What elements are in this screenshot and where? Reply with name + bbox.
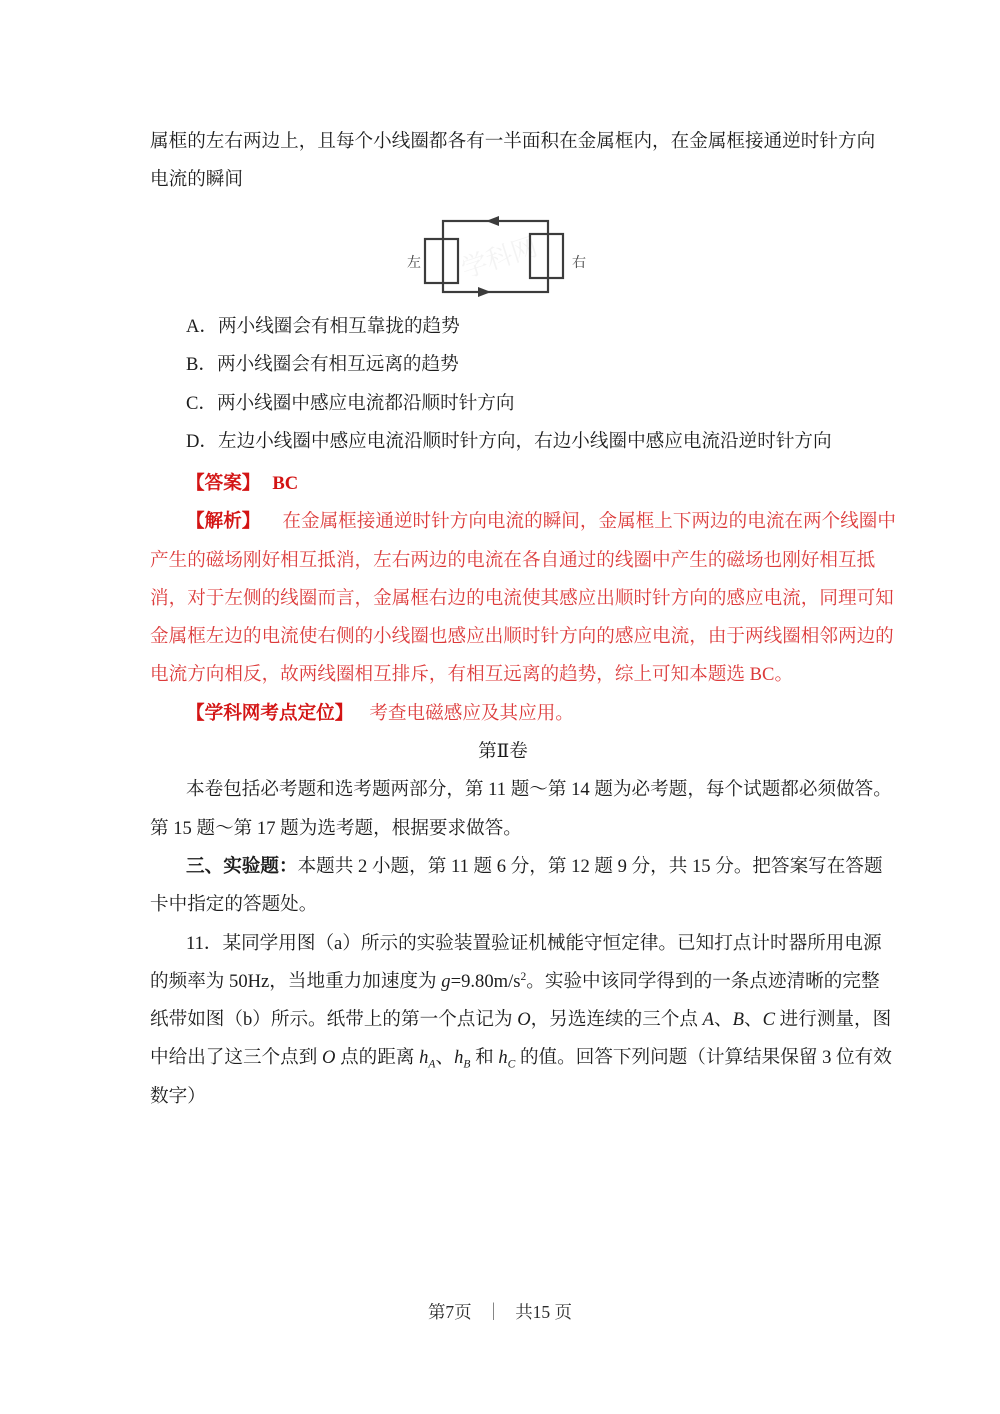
- q11-symbol-o: O: [517, 1009, 531, 1031]
- exam-point-line: [150, 695, 856, 733]
- q11-line3-mid: ，另选连续的三个点: [530, 1009, 703, 1031]
- analysis-line-4: 金属框左边的电流使右侧的小线圈也感应出顺时针方向的感应电流，由于两线圈相邻两边的: [150, 626, 894, 648]
- q11-symbol-c: C: [762, 1009, 776, 1031]
- q11-line4-mid1: 点的距离: [335, 1047, 420, 1069]
- coil-frame-diagram: [390, 200, 620, 308]
- q11-line3-sep1: 、: [714, 1009, 733, 1031]
- q11-symbol-hb: h: [454, 1047, 464, 1069]
- option-d: D．左边小线圈中感应电流沿顺时针方向，右边小线圈中感应电流沿逆时针方向: [186, 430, 832, 452]
- analysis-line-2: 产生的磁场刚好相互抵消，左右两边的电流在各自通过的线圈中产生的磁场也刚好相互抵: [150, 549, 876, 571]
- left-coil-rect: [425, 239, 458, 283]
- footer-total-pages: 共15 页: [515, 1302, 573, 1322]
- q11-line-1: 11．某同学用图（a）所示的实验装置验证机械能守恒定律。已知打点计时器所用电源: [186, 932, 882, 954]
- analysis-line-1: [150, 503, 896, 541]
- option-c: C．两小线圈中感应电流都沿顺时针方向: [186, 392, 515, 414]
- q11-line2-eq: =9.80m/s: [450, 970, 521, 992]
- q11-symbol-o2: O: [322, 1047, 336, 1069]
- intro-line-1: 属框的左右两边上，且每个小线圈都各有一半面积在金属框内，在金属框接通逆时针方向: [150, 131, 876, 152]
- q11-line3-pre: 纸带如图（b）所示。纸带上的第一个点记为: [150, 1009, 518, 1031]
- volume2-intro-line-1: 本卷包括必考题和选考题两部分，第 11 题～第 14 题为必考题，每个试题都必须做答。: [186, 779, 892, 801]
- answer-value: BC: [272, 472, 299, 494]
- section3-heading: 三、实验题：: [186, 855, 298, 877]
- analysis-line-3: 消，对于左侧的线圈而言，金属框右边的电流使其感应出顺时针方向的感应电流，同理可知: [150, 587, 894, 609]
- q11-line2-post: 。实验中该同学得到的一条点迹清晰的完整: [526, 970, 880, 992]
- q11-line-4: [150, 1039, 892, 1077]
- q11-line-5: 数字）: [150, 1085, 206, 1107]
- circuit-figure: [150, 200, 856, 308]
- page-footer: [0, 1296, 1000, 1328]
- footer-separator: ｜: [484, 1302, 503, 1322]
- section3-line-2: 卡中指定的答题处。: [150, 894, 318, 916]
- q11-line-2: [150, 963, 880, 1001]
- left-coil-label: 左: [407, 255, 421, 271]
- q11-symbol-b: B: [732, 1009, 744, 1031]
- q11-line4-pre: 中给出了这三个点到: [150, 1047, 322, 1069]
- q11-sub-b: B: [463, 1059, 471, 1072]
- right-coil-label: 右: [572, 255, 586, 271]
- analysis-text: 在金属框接通逆时针方向电流的瞬间，金属框上下两边的电流在两个线圈中: [282, 511, 896, 533]
- q11-symbol-ha: h: [419, 1047, 429, 1069]
- q11-line3-sep2: 、: [744, 1009, 763, 1031]
- analysis-label: 【解析】: [186, 511, 261, 533]
- bottom-current-arrow-icon: [478, 287, 491, 297]
- q11-symbol-g: g: [441, 970, 451, 992]
- top-current-arrow-icon: [486, 216, 499, 226]
- q11-line4-mid2: 和: [470, 1047, 499, 1069]
- volume2-title: 第Ⅱ卷: [478, 741, 528, 763]
- q11-line4-post: 的值。回答下列问题（计算结果保留 3 位有效: [515, 1047, 892, 1069]
- q11-line3-post: 进行测量，图: [775, 1009, 892, 1031]
- q11-line4-sep1: 、: [435, 1047, 455, 1069]
- q11-sub-c: C: [507, 1059, 516, 1072]
- footer-page-number: 第7页: [427, 1302, 472, 1322]
- volume2-intro-line-2: 第 15 题～第 17 题为选考题，根据要求做答。: [150, 817, 522, 839]
- q11-symbol-a: A: [702, 1009, 715, 1031]
- q11-line2-pre: 的频率为 50Hz，当地重力加速度为: [150, 970, 442, 992]
- q11-symbol-hc: h: [498, 1047, 508, 1069]
- answer-line: [150, 465, 856, 503]
- q11-line2-sup: 2: [520, 970, 527, 983]
- q11-line-3: [150, 1001, 892, 1039]
- q11-sub-a: A: [428, 1059, 436, 1072]
- intro-line-2: 电流的瞬间: [150, 169, 243, 191]
- exam-point-text: 考查电磁感应及其应用。: [369, 702, 574, 724]
- page-content: [150, 123, 896, 1116]
- analysis-line-5: 电流方向相反，故两线圈相互排斥，有相互远离的趋势，综上可知本题选 BC。: [150, 664, 794, 686]
- watermark-text: 学科网: [457, 231, 541, 284]
- exam-point-label: 【学科网考点定位】: [186, 702, 354, 724]
- answer-label: 【答案】: [186, 472, 261, 494]
- section3-heading-line: [150, 848, 883, 886]
- option-a: A．两小线圈会有相互靠拢的趋势: [186, 315, 460, 337]
- section3-text: 本题共 2 小题，第 11 题 6 分，第 12 题 9 分，共 15 分。把答案写在答题: [297, 855, 883, 877]
- option-b: B．两小线圈会有相互远离的趋势: [186, 354, 459, 376]
